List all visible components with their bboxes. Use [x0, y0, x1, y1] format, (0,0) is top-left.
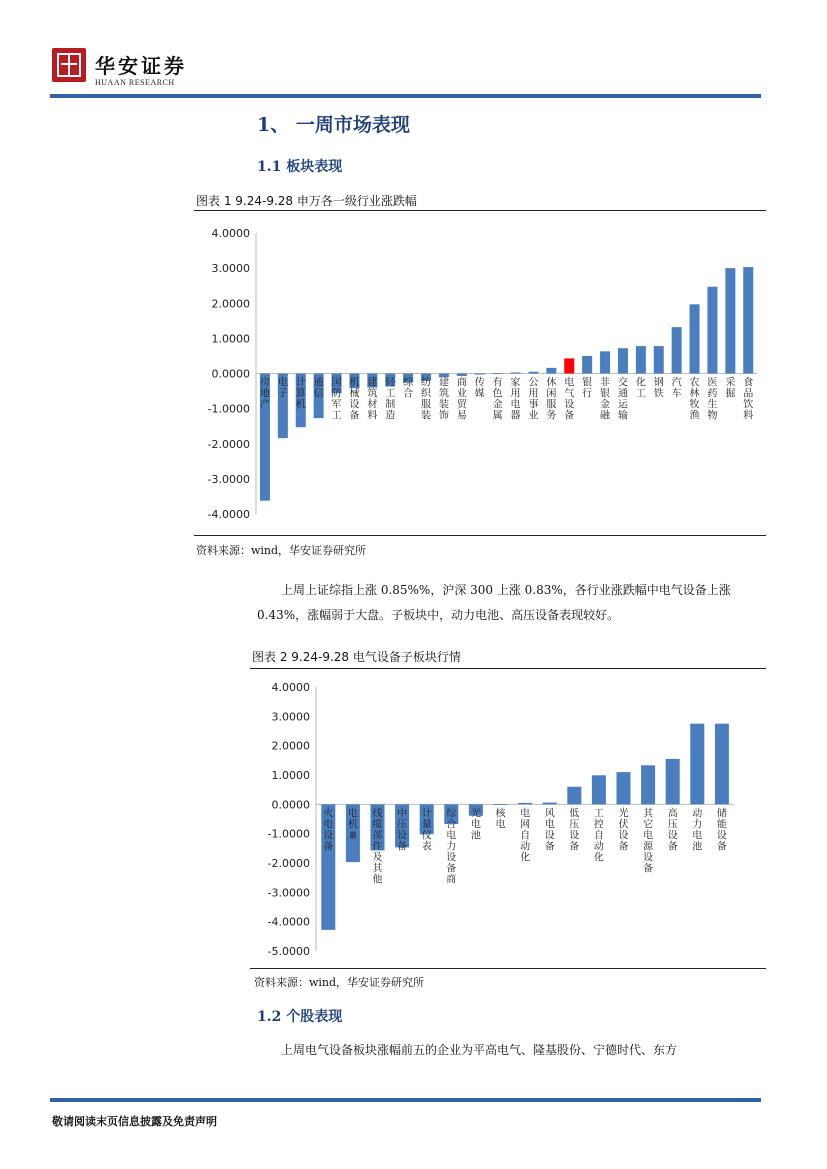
category-label: 钢铁	[653, 377, 664, 400]
category-label: 纺织服装	[421, 377, 432, 422]
category-label: 交通运输	[617, 377, 628, 422]
category-label: 中压设备	[397, 808, 408, 853]
y-tick-label: -1.0000	[207, 402, 250, 416]
brand-logo	[52, 48, 86, 82]
y-tick-label: 3.0000	[271, 710, 310, 724]
figure1-chart	[194, 212, 766, 534]
category-label: 非银金融	[600, 377, 611, 422]
category-label: 建筑材料	[367, 377, 378, 422]
bar	[567, 787, 581, 805]
y-tick-label: -2.0000	[267, 857, 310, 870]
figure1-title: 图表 1 9.24-9.28 申万各一级行业涨跌幅	[196, 194, 417, 208]
paragraph-market-summary: 上周上证综指上涨 0.85%%，沪深 300 上涨 0.83%，各行业涨跌幅中电气设备上涨 0.43%，涨幅弱于大盘。子板块中，动力电池、高压设备表现较好。	[257, 583, 731, 622]
y-tick-label: 0.0000	[211, 367, 250, 381]
figure2-chart	[250, 672, 766, 966]
y-tick-label: 1.0000	[271, 769, 310, 782]
category-label: 核电	[495, 808, 506, 831]
y-tick-label: 4.0000	[211, 227, 250, 240]
bar	[518, 803, 532, 804]
y-tick-label: 0.0000	[271, 798, 310, 812]
bar	[690, 304, 700, 373]
category-label: 化工	[635, 377, 646, 400]
category-label: 医药生物	[707, 377, 718, 422]
y-tick-label: -1.0000	[267, 827, 310, 841]
category-label: 电气设备	[564, 377, 575, 422]
bar	[592, 775, 606, 804]
bar	[543, 803, 557, 805]
category-label: 汽车	[671, 377, 682, 400]
bar	[457, 374, 467, 376]
brand-name-en: HUAAN RESEARCH	[95, 78, 175, 87]
category-label: 建筑装饰	[438, 377, 449, 422]
figure2-bottom-rule	[250, 968, 766, 969]
bar	[439, 374, 449, 378]
bar	[666, 759, 680, 804]
category-label: 动力电池	[692, 808, 703, 853]
y-tick-label: 2.0000	[271, 739, 310, 753]
category-label: 食品饮料	[743, 377, 754, 422]
bar	[690, 724, 704, 805]
category-label: 传媒	[474, 377, 485, 400]
category-label: 工控自动化	[593, 808, 604, 864]
bar	[672, 327, 682, 373]
bar	[493, 373, 503, 374]
figure2-top-rule	[250, 668, 766, 669]
y-tick-label: 2.0000	[211, 297, 250, 311]
bar	[564, 358, 574, 373]
y-tick-label: -2.0000	[207, 437, 250, 451]
y-tick-label: -5.0000	[267, 945, 310, 958]
category-label: 计算机	[295, 377, 306, 411]
bar	[725, 268, 735, 373]
bar	[743, 267, 753, 373]
bar	[617, 772, 631, 804]
category-label: 光电池	[470, 808, 481, 842]
category-label: 农林牧渔	[689, 377, 700, 422]
subsection-title-stocks: 1.2 个股表现	[257, 1009, 343, 1025]
category-label: 综合	[403, 377, 414, 400]
category-label: 低压设备	[569, 808, 580, 853]
category-label: 采掘	[725, 377, 736, 400]
category-label: 电子	[277, 377, 288, 400]
bar	[494, 804, 508, 805]
y-tick-label: -3.0000	[207, 472, 250, 486]
footer-disclaimer: 敬请阅读末页信息披露及免责声明	[52, 1115, 217, 1128]
figure1-source: 资料来源：wind，华安证券研究所	[196, 544, 367, 557]
y-tick-label: 3.0000	[211, 262, 250, 276]
figure2-source: 资料来源：wind，华安证券研究所	[254, 976, 425, 989]
section-title: 1、 一周市场表现	[257, 114, 410, 136]
bar	[618, 348, 628, 373]
bar	[582, 356, 592, 374]
category-label: 轻工制造	[385, 377, 396, 422]
footer-rule	[50, 1098, 761, 1102]
bar	[475, 374, 485, 375]
category-label: 计量仪表	[421, 808, 432, 853]
bar	[546, 368, 556, 374]
category-label: 家用电器	[510, 377, 521, 422]
y-tick-label: -3.0000	[267, 886, 310, 900]
bar	[600, 351, 610, 373]
category-label: 公用事业	[528, 377, 539, 422]
header-rule	[50, 94, 761, 98]
category-label: 电机 Ⅲ	[347, 808, 358, 842]
figure2-title: 图表 2 9.24-9.28 电气设备子板块行情	[252, 650, 461, 664]
bar	[654, 346, 664, 373]
y-tick-label: -4.0000	[267, 915, 310, 929]
brand-name-cn: 华安证券	[95, 54, 187, 78]
category-label: 储能设备	[716, 808, 727, 853]
category-label: 银行	[582, 377, 593, 400]
y-tick-label: 1.0000	[211, 332, 250, 346]
category-label: 其它电源设备	[643, 808, 654, 875]
category-label: 机械设备	[349, 377, 360, 422]
category-label: 通信	[313, 377, 324, 400]
category-label: 光伏设备	[618, 808, 629, 853]
y-tick-label: -4.0000	[207, 508, 250, 521]
figure1-bottom-rule	[194, 535, 766, 536]
bar	[511, 372, 521, 373]
paragraph-stocks: 上周电气设备板块涨幅前五的企业为平高电气、隆基股份、宁德时代、东方	[281, 1043, 678, 1057]
figure1-top-rule	[194, 210, 766, 211]
category-label: 线缆部件及其他	[372, 808, 383, 886]
bar	[528, 372, 538, 374]
subsection-title-sector: 1.1 板块表现	[257, 159, 343, 175]
category-label: 综合电力设备商	[446, 808, 457, 886]
category-label: 商业贸易	[456, 377, 467, 422]
bar	[715, 724, 729, 805]
category-label: 电网自动化	[520, 808, 531, 864]
category-label: 有色金属	[492, 377, 503, 422]
category-label: 高压设备	[667, 808, 678, 853]
category-label: 火电设备	[323, 808, 334, 853]
category-label: 国防军工	[331, 377, 342, 422]
bar	[707, 287, 717, 374]
category-label: 风电设备	[544, 808, 555, 853]
bar	[641, 765, 655, 804]
y-tick-label: 4.0000	[271, 681, 310, 694]
category-label: 休闲服务	[546, 377, 557, 422]
category-label: 房地产	[259, 377, 270, 411]
bar	[636, 346, 646, 373]
